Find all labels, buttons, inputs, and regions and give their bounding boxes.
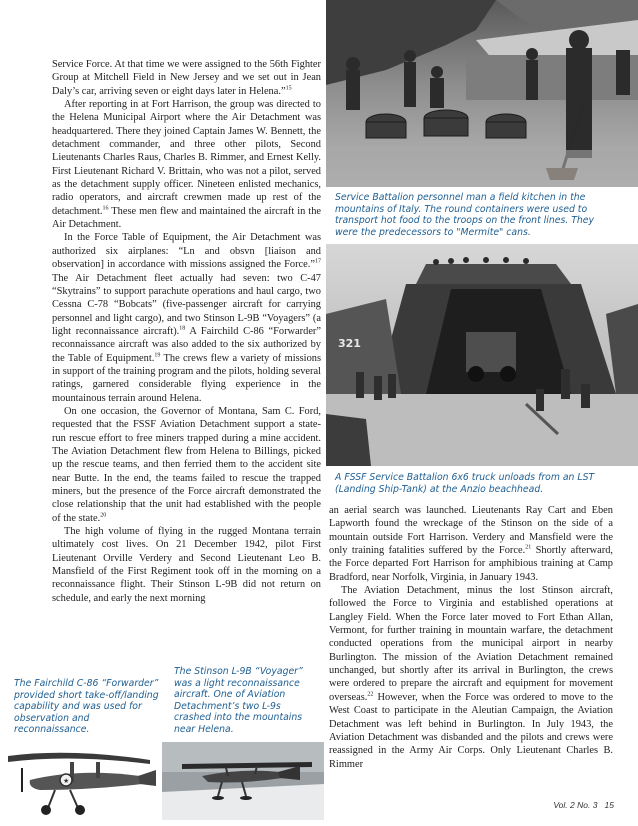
paragraph-text: A Fairchild C-86 “Forwarder” reconnaissance aircraft was also added to the six authorized by the Table of Equipment.	[52, 325, 322, 364]
footnote-ref: 15	[285, 85, 292, 92]
lst-unloading-caption: A FSSF Service Battalion 6x6 truck unloads from an LST (Landing Ship-Tank) at the Anzio beachhead.	[335, 472, 595, 495]
paragraph-text: On one occasion, the Governor of Montana, Sam C. Ford, requested that the FSSF Aviation Detachment support a state-run rescue effort to free miners trapped during a mine accident. The Aviation Detachment flew from Helena to Billings, picked up the rescue teams, and then ferried them to the accident site near Butte. In the end, the teams failed to rescue the trapped miners, but the presence of the Force aircraft demonstrated the close relationship that the unit had established with the people of the state.	[52, 405, 321, 524]
issue-label: Vol. 2 No. 3	[553, 800, 598, 810]
paragraph-text: Shortly afterward, the Force departed Fort Harrison for amphibious training at Camp Bradford, near Norfolk, Virginia, in January 1943.	[329, 545, 613, 583]
paragraph-text: The Air Detachment fleet actually had seven: two C-47 “Skytrains” to support parachute operations and haul cargo, two Cessna C-78 “Bobcats” (five-passenger aircraft for carrying personnel and light cargo), and two Stinson L-9B “Voyagers” (a light reconnaissance aircraft).	[52, 272, 321, 337]
article-paragraph	[329, 584, 613, 771]
lst-hull-number: 321	[338, 337, 361, 350]
stinson-aircraft-photo	[162, 742, 324, 820]
article-paragraph	[52, 98, 321, 231]
paragraph-text: Service Force. At that time we were assigned to the 56th Fighter Group at Mitchell Field in New Jersey and we set out in Jean Daly’s car, arriving seven or eight days later in Helena.”	[52, 59, 321, 97]
paragraph-text: The crews flew a variety of missions in support of the training program and the pilots, holding several ratings, garnered considerable flying experience in the mountainous terrain around Helena.	[52, 352, 322, 404]
footnote-ref: 20	[100, 512, 107, 519]
paragraph-text: In the Force Table of Equipment, the Air Detachment was authorized six airplanes: “Ln and obsvn [liaison and observation] in accordance with missions assigned the Force.”	[52, 232, 321, 271]
footnote-ref: 18	[179, 325, 186, 332]
fairchild-caption: The Fairchild C-86 “Forwarder” provided short take-off/landing capability and was used for observation and reconnaissance.	[14, 678, 159, 736]
article-paragraph	[52, 405, 321, 525]
page-number: 15	[604, 800, 614, 810]
fairchild-aircraft-photo	[0, 740, 160, 820]
footnote-ref: 16	[102, 205, 109, 212]
paragraph-text: The high volume of flying in the rugged Montana terrain ultimately cost lives. On 21 December 1942, pilot First Lieutenant Orville Verdery and Second Lieutenant Leo B. Mansfield of the First Regiment took off in the morning on a reconnaissance flight. Their Stinson L-9B did not return on schedule, and early the next morning	[52, 526, 321, 604]
paragraph-text: After reporting in at Fort Harrison, the group was directed to the Helena Municipal Airport where the Air Detachment was headquartered. There they joined Captain James W. Bennett, the detachment commander, and three other pilots, Second Lieutenants Charles Raus, Charles B. Rimmer, and Ernest Kelly. First Lieutenant Richard V. Brittain, who was not a pilot, served as the detachment supply officer. Nineteen enlisted mechanics, radio operators, and aircraft crewmen made up rest of the detachment.	[52, 99, 321, 217]
lst-unloading-photo	[326, 244, 638, 466]
article-column-right	[329, 504, 613, 771]
article-paragraph	[52, 58, 321, 98]
paragraph-text: The Aviation Detachment, minus the lost Stinson aircraft, followed the Force to Virginia and established operations at Langley Field. When the Force later moved to Fort Ethan Allan, Vermont, for further training in mountain warfare, the detachment conducted operations from the municipal airport in nearby Burlington. The mission of the Aviation Detachment remained unchanged, but shortly after its arrival in Burlington, the crews were ordered to prepare the aircraft and equipment for movement overseas.	[329, 585, 613, 703]
page-footer	[553, 800, 614, 810]
article-paragraph	[52, 231, 321, 404]
article-paragraph	[329, 504, 613, 584]
svg-text:★: ★	[63, 777, 70, 785]
field-kitchen-photo	[326, 0, 638, 187]
footnote-ref: 17	[315, 258, 321, 265]
article-column-left	[52, 58, 321, 605]
footnote-ref: 19	[154, 352, 161, 359]
paragraph-text: an aerial search was launched. Lieutenants Ray Cart and Eben Lapworth found the wreckage of the Stinson on the side of a mountain outside Fort Harrison. Verdery and Mansfield were the only training fatalities suffered by the Force.	[329, 505, 613, 557]
footnote-ref: 21	[525, 544, 532, 551]
paragraph-text: These men flew and maintained the aircraft in the Air Detachment.	[52, 205, 321, 231]
footnote-ref: 22	[367, 691, 374, 698]
paragraph-text: However, when the Force was ordered to move to the West Coast to participate in the Aleutian Campaign, the Aviation Detachment was left behind in Burlington. In July 1943, the Aviation Detachment was disbanded and the pilots and crews were reassigned in the Army Air Corps. Only Lieutenant Charles B. Rimmer	[329, 691, 613, 770]
article-paragraph	[52, 525, 321, 605]
field-kitchen-caption: Service Battalion personnel man a field kitchen in the mountains of Italy. The round containers were used to transport hot food to the troops on the front lines. They were the predecessors to "Mermite" cans.	[335, 192, 594, 238]
stinson-caption: The Stinson L-9B “Voyager” was a light reconnaissance aircraft. One of Aviation Detachment’s two L-9s crashed into the mountains near Helena.	[174, 666, 303, 735]
